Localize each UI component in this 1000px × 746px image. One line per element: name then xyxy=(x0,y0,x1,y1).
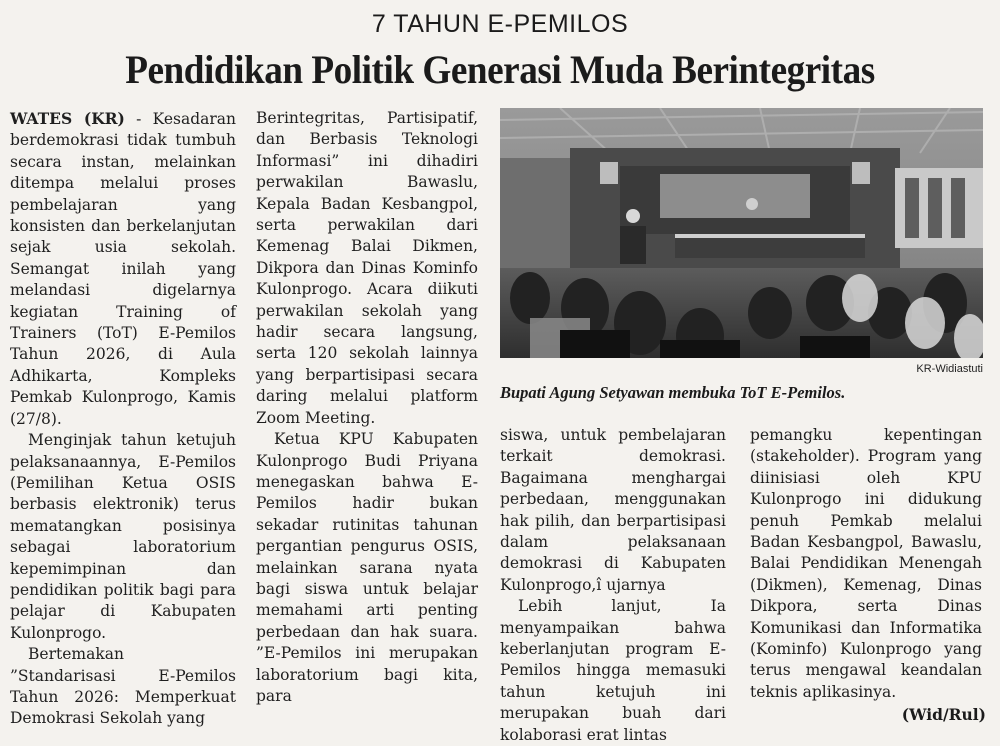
news-photo xyxy=(500,108,983,358)
article-column-1 xyxy=(10,108,236,730)
article-paragraph: siswa, untuk pembelajaran terkait demokrasi. Bagaimana menghargai perbedaan, menggunakan hak pilih, dan berpartisipasi dalam pelaksanaan demokrasi di Kabupaten Kulonprogo,î ujarnya xyxy=(500,426,726,594)
paragraph-text: - Kesadaran berdemokrasi tidak tumbuh secara instan, melainkan ditempa melalui proses pembelajaran yang konsisten dan berkelanjutan sejak usia sekolah. Semangat inilah yang melandasi digelarnya kegiatan Training of Trainers (ToT) E-Pemilos Tahun 2026, di Aula Adhikarta, Kompleks Pemkab Kulonprogo, Kamis (27/8). xyxy=(10,110,237,428)
article-headline: Pendidikan Politik Generasi Muda Berintegritas xyxy=(125,47,875,92)
dateline: WATES (KR) xyxy=(10,109,125,128)
article-paragraph: Bertemakan xyxy=(28,645,124,664)
article-column-3 xyxy=(500,425,726,746)
article-paragraph: Ketua KPU Kabupaten Kulonprogo Budi Priyana menegaskan bahwa E-Pemilos hadir bukan sekadar rutinitas tahunan pergantian pengurus OSIS, melainkan sarana nyata bagi siswa untuk belajar memahami arti penting perbedaan dan hak suara. ”E-Pemilos ini merupakan laboratorium bagi kita, para xyxy=(256,430,478,705)
article-paragraph: pemangku kepentingan (stakeholder). Program yang diinisiasi oleh KPU Kulonprogo ini didukung penuh Pemkab melalui Badan Kesbangpol, Bawaslu, Balai Pendidikan Menengah (Dikmen), Kemenag, Dinas Dikpora, serta Dinas Komunikasi dan Informatika (Kominfo) Kulonprogo yang terus mengawal keandalan teknis aplikasinya. xyxy=(750,426,982,701)
article-paragraph: Berintegritas, Partisipatif, dan Berbasis Teknologi Informasi” ini dihadiri perwakilan Bawaslu, Kepala Badan Kesbangpol, serta perwakilan dari Kemenag Balai Dikmen, Dikpora dan Dinas Kominfo Kulonprogo. Acara diikuti perwakilan sekolah yang hadir secara langsung, serta 120 sekolah lainnya yang berpartisipasi secara daring melalui platform Zoom Meeting. xyxy=(256,109,478,427)
article-column-2 xyxy=(256,108,478,707)
article-paragraph: ”Standarisasi E-Pemilos Tahun 2026: Memperkuat Demokrasi Sekolah yang xyxy=(10,666,236,728)
photo-credit: KR-Widiastuti xyxy=(916,363,983,375)
article-paragraph xyxy=(10,108,236,430)
article-column-4 xyxy=(750,425,982,703)
article-paragraph: Lebih lanjut, Ia menyampaikan bahwa keberlanjutan program E-Pemilos hingga memasuki tahun ketujuh ini merupakan buah dari kolaborasi erat lintas xyxy=(500,597,726,744)
article-kicker: 7 TAHUN E-PEMILOS xyxy=(371,10,629,38)
article-paragraph: Menginjak tahun ketujuh pelaksanaannya, E-Pemilos (Pemilihan Ketua OSIS berbasis elektronik) terus mematangkan posisinya sebagai laboratorium kepemimpinan dan pendidikan politik bagi para pelajar di Kabupaten Kulonprogo. xyxy=(10,431,236,642)
photo-caption: Bupati Agung Setyawan membuka ToT E-Pemilos. xyxy=(500,383,846,402)
author-signoff: (Wid/Rul) xyxy=(901,705,986,724)
hall-photo-illustration xyxy=(500,108,983,358)
